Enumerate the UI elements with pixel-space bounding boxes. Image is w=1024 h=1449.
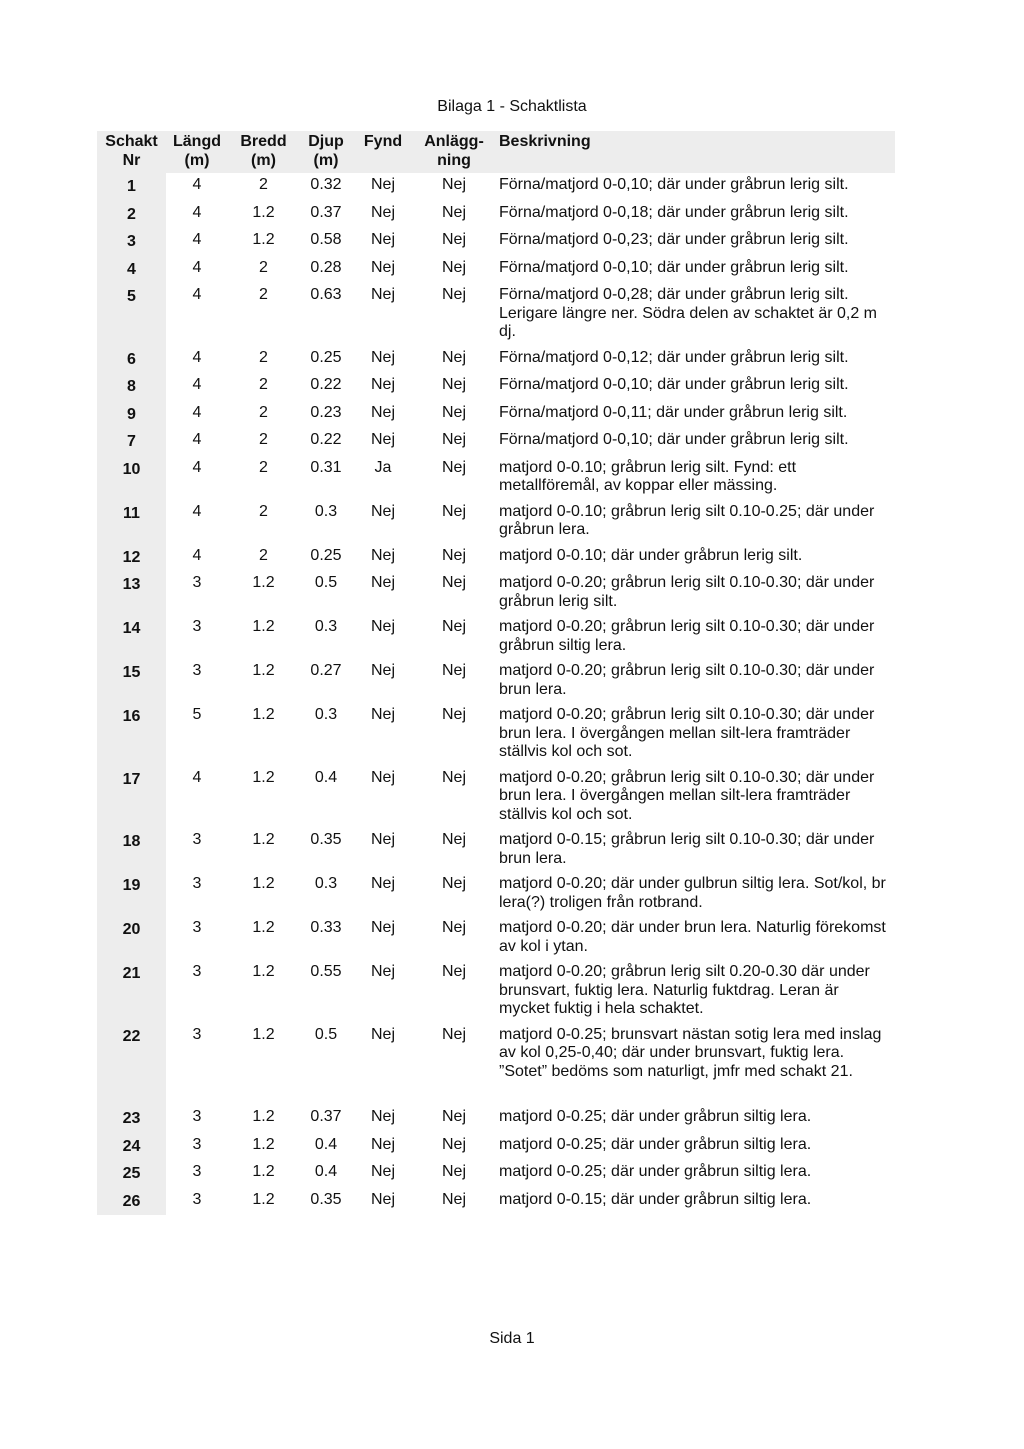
cell-schakt-nr: 13 (97, 571, 166, 615)
cell-anlaggning: Nej (441, 1163, 466, 1180)
cell-schakt-nr: 26 (97, 1188, 166, 1216)
table-row (97, 1105, 895, 1133)
cell-langd: 4 (192, 258, 202, 276)
cell-djup: 0.37 (310, 1108, 342, 1125)
cell-beskrivning: matjord 0-0.20; gråbrun lerig silt 0.10-0.30; där under gråbrun siltig lera. (499, 618, 875, 654)
header-langd (166, 131, 228, 173)
cell-anlaggning: Nej (441, 1025, 466, 1043)
cell-anlaggning: Nej (441, 1135, 466, 1153)
cell-djup: 0.22 (310, 431, 342, 448)
table-row (97, 615, 895, 659)
cell-schakt-nr: 20 (97, 916, 166, 960)
cell-anlaggning: Nej (441, 348, 466, 366)
cell-schakt-nr: 22 (97, 1023, 166, 1106)
cell-bredd: 1.2 (252, 203, 275, 221)
cell-anlaggning: Nej (441, 546, 466, 564)
cell-bredd: 2 (259, 286, 268, 303)
cell-djup: 0.5 (314, 1025, 338, 1043)
cell-fynd: Nej (370, 618, 395, 635)
cell-djup: 0.33 (310, 919, 342, 936)
cell-djup: 0.31 (310, 458, 342, 476)
cell-schakt-nr: 14 (97, 615, 166, 659)
cell-schakt-nr: 6 (97, 346, 166, 374)
header-fynd (353, 131, 413, 173)
cell-schakt-nr: 23 (97, 1105, 166, 1133)
cell-schakt-nr: 7 (97, 428, 166, 456)
cell-anlaggning: Nej (441, 831, 466, 848)
table-row (97, 960, 895, 1023)
cell-bredd: 1.2 (252, 768, 275, 786)
header-line: (m) (251, 151, 276, 169)
cell-schakt-nr: 1 (97, 173, 166, 201)
cell-langd: 3 (192, 1135, 202, 1153)
table-row (97, 428, 895, 456)
cell-anlaggning: Nej (441, 574, 466, 591)
header-line: (m) (313, 151, 339, 169)
cell-fynd: Nej (370, 258, 395, 276)
schakt-table (97, 131, 895, 1215)
cell-schakt-nr: 5 (97, 283, 166, 346)
cell-djup: 0.3 (314, 502, 338, 520)
cell-beskrivning: Förna/matjord 0-0,10; där under gråbrun lerig silt. (499, 376, 849, 393)
cell-djup: 0.27 (310, 662, 342, 679)
table-row (97, 283, 895, 346)
cell-langd: 3 (192, 1163, 202, 1180)
cell-langd: 4 (192, 502, 202, 520)
cell-schakt-nr: 16 (97, 703, 166, 766)
header-line: Nr (122, 151, 141, 169)
cell-djup: 0.58 (310, 231, 342, 248)
cell-anlaggning: Nej (441, 403, 466, 421)
header-line: Schakt (105, 133, 158, 150)
table-row (97, 373, 895, 401)
cell-anlaggning: Nej (441, 176, 466, 193)
cell-djup: 0.63 (310, 286, 342, 303)
table-row (97, 201, 895, 229)
cell-langd: 3 (192, 919, 202, 936)
cell-schakt-nr: 3 (97, 228, 166, 256)
table-row (97, 571, 895, 615)
table-row (97, 401, 895, 429)
header-schakt-nr (97, 131, 166, 173)
cell-beskrivning: matjord 0-0.20; gråbrun lerig silt 0.10-0.30; där under gråbrun lerig silt. (499, 574, 875, 610)
header-line: Beskrivning (499, 133, 591, 150)
cell-anlaggning: Nej (441, 1190, 466, 1208)
cell-anlaggning: Nej (441, 286, 466, 303)
cell-langd: 4 (192, 376, 202, 393)
cell-langd: 4 (192, 431, 202, 448)
cell-beskrivning: matjord 0-0.10; gråbrun lerig silt 0.10-0.25; där under gråbrun lera. (499, 502, 875, 538)
cell-beskrivning: matjord 0-0.25; där under gråbrun siltig lera. (499, 1108, 812, 1125)
cell-bredd: 2 (259, 348, 268, 366)
cell-fynd: Nej (370, 231, 395, 248)
cell-bredd: 2 (259, 258, 268, 276)
cell-fynd: Nej (370, 1108, 395, 1125)
table-row (97, 1133, 895, 1161)
cell-beskrivning: Förna/matjord 0-0,23; där under gråbrun lerig silt. (499, 231, 849, 248)
cell-bredd: 1.2 (252, 1025, 275, 1043)
cell-fynd: Nej (370, 431, 395, 448)
cell-beskrivning: matjord 0-0.25; brunsvart nästan sotig lera med inslag av kol 0,25-0,40; där under brunsvart, fuktig lera. ”Sotet” bedöms som naturligt, jmfr med schakt 21. (499, 1025, 882, 1080)
table-row (97, 456, 895, 500)
cell-anlaggning: Nej (441, 376, 466, 393)
table-row (97, 500, 895, 544)
cell-bredd: 2 (259, 403, 268, 421)
cell-fynd: Nej (370, 203, 395, 221)
cell-bredd: 2 (259, 431, 268, 448)
cell-bredd: 2 (259, 546, 268, 564)
cell-anlaggning: Nej (441, 618, 466, 635)
cell-beskrivning: matjord 0-0.20; gråbrun lerig silt 0.10-0.30; där under brun lera. (499, 662, 875, 698)
table-row (97, 916, 895, 960)
cell-djup: 0.23 (310, 403, 342, 421)
table-header-row (97, 131, 895, 173)
cell-beskrivning: matjord 0-0.20; gråbrun lerig silt 0.10-0.30; där under brun lera. I övergången mellan silt-lera framträder ställvis kol och sot. (499, 768, 875, 823)
cell-anlaggning: Nej (441, 458, 466, 476)
cell-beskrivning: Förna/matjord 0-0,12; där under gråbrun lerig silt. (499, 348, 849, 366)
table-row (97, 766, 895, 829)
cell-anlaggning: Nej (441, 502, 466, 520)
header-beskrivning (495, 131, 895, 173)
cell-bredd: 1.2 (252, 919, 275, 936)
table-row (97, 1188, 895, 1216)
cell-djup: 0.28 (310, 258, 342, 276)
cell-bredd: 1.2 (252, 963, 275, 980)
cell-bredd: 2 (259, 502, 268, 520)
cell-langd: 4 (192, 458, 202, 476)
cell-anlaggning: Nej (441, 768, 466, 786)
header-line: Djup (308, 133, 344, 150)
cell-djup: 0.35 (310, 1190, 342, 1208)
cell-fynd: Nej (370, 176, 395, 193)
cell-langd: 4 (192, 203, 202, 221)
cell-fynd: Nej (370, 831, 395, 848)
cell-langd: 4 (192, 231, 202, 248)
cell-fynd: Nej (370, 768, 395, 786)
cell-bredd: 1.2 (252, 831, 275, 848)
table-row (97, 173, 895, 201)
cell-langd: 3 (192, 1025, 202, 1043)
cell-langd: 4 (192, 768, 202, 786)
cell-beskrivning: Förna/matjord 0-0,11; där under gråbrun lerig silt. (499, 403, 848, 421)
cell-schakt-nr: 19 (97, 872, 166, 916)
cell-djup: 0.3 (314, 875, 338, 892)
cell-schakt-nr: 17 (97, 766, 166, 829)
cell-bredd: 1.2 (252, 1190, 275, 1208)
cell-bredd: 1.2 (252, 231, 275, 248)
header-line: Längd (173, 133, 221, 150)
header-line: Anlägg- (424, 133, 484, 150)
cell-beskrivning: matjord 0-0.10; gråbrun lerig silt. Fynd: ett metallföremål, av koppar eller mässing. (499, 458, 797, 494)
cell-djup: 0.32 (310, 176, 342, 193)
cell-bredd: 2 (259, 176, 268, 193)
cell-schakt-nr: 11 (97, 500, 166, 544)
header-line: Fynd (363, 133, 403, 150)
cell-schakt-nr: 18 (97, 828, 166, 872)
cell-schakt-nr: 24 (97, 1133, 166, 1161)
cell-beskrivning: matjord 0-0.10; där under gråbrun lerig silt. (499, 546, 803, 564)
cell-langd: 4 (192, 348, 202, 366)
table-row (97, 659, 895, 703)
cell-schakt-nr: 9 (97, 401, 166, 429)
cell-bredd: 1.2 (252, 1108, 275, 1125)
cell-djup: 0.35 (310, 831, 342, 848)
cell-anlaggning: Nej (441, 706, 466, 723)
page-title: Bilaga 1 - Schaktlista (437, 98, 587, 115)
cell-beskrivning: matjord 0-0.15; gråbrun lerig silt 0.10-0.30; där under brun lera. (499, 831, 875, 867)
cell-schakt-nr: 25 (97, 1160, 166, 1188)
cell-beskrivning: Förna/matjord 0-0,28; där under gråbrun lerig silt. Lerigare längre ner. Södra delen av schaktet är 0,2 m dj. (499, 286, 877, 340)
cell-langd: 3 (192, 1190, 202, 1208)
header-line: Bredd (240, 133, 287, 150)
cell-fynd: Nej (370, 875, 395, 892)
cell-schakt-nr: 10 (97, 456, 166, 500)
cell-anlaggning: Nej (441, 431, 466, 448)
cell-djup: 0.4 (314, 1135, 338, 1153)
cell-schakt-nr: 15 (97, 659, 166, 703)
page-footer: Sida 1 (489, 1330, 535, 1347)
header-djup (299, 131, 353, 173)
cell-djup: 0.3 (314, 706, 338, 723)
cell-langd: 4 (192, 403, 202, 421)
cell-bredd: 2 (259, 376, 268, 393)
cell-fynd: Nej (370, 403, 395, 421)
cell-djup: 0.25 (310, 348, 342, 366)
table-row (97, 1160, 895, 1188)
cell-djup: 0.5 (314, 574, 338, 591)
table-row (97, 256, 895, 284)
table-row (97, 1023, 895, 1106)
cell-schakt-nr: 12 (97, 544, 166, 572)
cell-beskrivning: Förna/matjord 0-0,10; där under gråbrun lerig silt. (499, 431, 849, 448)
cell-schakt-nr: 21 (97, 960, 166, 1023)
cell-bredd: 1.2 (252, 662, 275, 679)
cell-anlaggning: Nej (441, 231, 466, 248)
cell-beskrivning: Förna/matjord 0-0,18; där under gråbrun lerig silt. (499, 203, 849, 221)
cell-djup: 0.4 (314, 1163, 338, 1180)
cell-djup: 0.37 (310, 203, 342, 221)
cell-beskrivning: matjord 0-0.20; där under brun lera. Naturlig förekomst av kol i ytan. (499, 919, 886, 955)
cell-anlaggning: Nej (441, 662, 466, 679)
cell-schakt-nr: 8 (97, 373, 166, 401)
cell-fynd: Nej (370, 1135, 395, 1153)
cell-langd: 3 (192, 875, 202, 892)
cell-fynd: Nej (370, 963, 395, 980)
table-row (97, 228, 895, 256)
cell-anlaggning: Nej (441, 919, 466, 936)
cell-langd: 4 (192, 176, 202, 193)
table-row (97, 346, 895, 374)
table-row (97, 703, 895, 766)
cell-schakt-nr: 2 (97, 201, 166, 229)
cell-djup: 0.22 (310, 376, 342, 393)
table-row (97, 544, 895, 572)
cell-fynd: Nej (370, 348, 395, 366)
cell-langd: 3 (192, 963, 202, 980)
cell-bredd: 1.2 (252, 706, 275, 723)
cell-bredd: 1.2 (252, 875, 275, 892)
cell-djup: 0.3 (314, 618, 338, 635)
table-row (97, 872, 895, 916)
table-row (97, 828, 895, 872)
cell-fynd: Nej (370, 376, 395, 393)
cell-bredd: 1.2 (252, 618, 275, 635)
cell-bredd: 2 (259, 458, 268, 476)
cell-fynd: Nej (370, 1163, 395, 1180)
cell-beskrivning: Förna/matjord 0-0,10; där under gråbrun lerig silt. (499, 258, 849, 276)
cell-beskrivning: matjord 0-0.20; gråbrun lerig silt 0.10-0.30; där under brun lera. I övergången mellan silt-lera framträder ställvis kol och sot. (499, 706, 875, 760)
header-anlaggning (413, 131, 495, 173)
cell-fynd: Nej (370, 1025, 395, 1043)
header-line: ning (437, 151, 471, 169)
cell-bredd: 1.2 (252, 1135, 275, 1153)
cell-djup: 0.25 (310, 546, 342, 564)
cell-schakt-nr: 4 (97, 256, 166, 284)
cell-langd: 4 (192, 286, 202, 303)
cell-langd: 3 (192, 574, 202, 591)
cell-langd: 4 (192, 546, 202, 564)
cell-fynd: Nej (370, 502, 395, 520)
cell-langd: 3 (192, 618, 202, 635)
cell-anlaggning: Nej (441, 258, 466, 276)
cell-djup: 0.55 (310, 963, 342, 980)
cell-langd: 3 (192, 662, 202, 679)
header-bredd (228, 131, 299, 173)
cell-fynd: Nej (370, 706, 395, 723)
header-line: (m) (184, 151, 210, 169)
cell-beskrivning: matjord 0-0.25; där under gråbrun siltig lera. (499, 1135, 812, 1153)
cell-beskrivning: matjord 0-0.20; gråbrun lerig silt 0.20-0.30 där under brunsvart, fuktig lera. Naturlig fuktdrag. Leran är mycket fuktig i hela schaktet. (499, 963, 870, 1017)
cell-fynd: Nej (370, 919, 395, 936)
cell-fynd: Nej (370, 286, 395, 303)
cell-beskrivning: matjord 0-0.20; där under gulbrun siltig lera. Sot/kol, br lera(?) troligen från rotbrand. (499, 875, 886, 911)
cell-fynd: Nej (370, 574, 395, 591)
cell-bredd: 1.2 (252, 574, 275, 591)
cell-bredd: 1.2 (252, 1163, 275, 1180)
cell-beskrivning: matjord 0-0.25; där under gråbrun siltig lera. (499, 1163, 812, 1180)
cell-fynd: Nej (370, 662, 395, 679)
cell-anlaggning: Nej (441, 1108, 466, 1125)
cell-fynd: Nej (370, 1190, 395, 1208)
cell-anlaggning: Nej (441, 875, 466, 892)
cell-beskrivning: matjord 0-0.15; där under gråbrun siltig lera. (499, 1190, 812, 1208)
cell-anlaggning: Nej (441, 963, 466, 980)
cell-beskrivning: Förna/matjord 0-0,10; där under gråbrun lerig silt. (499, 176, 849, 193)
cell-fynd: Ja (374, 458, 392, 476)
cell-langd: 5 (192, 706, 202, 723)
cell-anlaggning: Nej (441, 203, 466, 221)
cell-djup: 0.4 (314, 768, 338, 786)
cell-langd: 3 (192, 831, 202, 848)
cell-langd: 3 (192, 1108, 202, 1125)
cell-fynd: Nej (370, 546, 395, 564)
